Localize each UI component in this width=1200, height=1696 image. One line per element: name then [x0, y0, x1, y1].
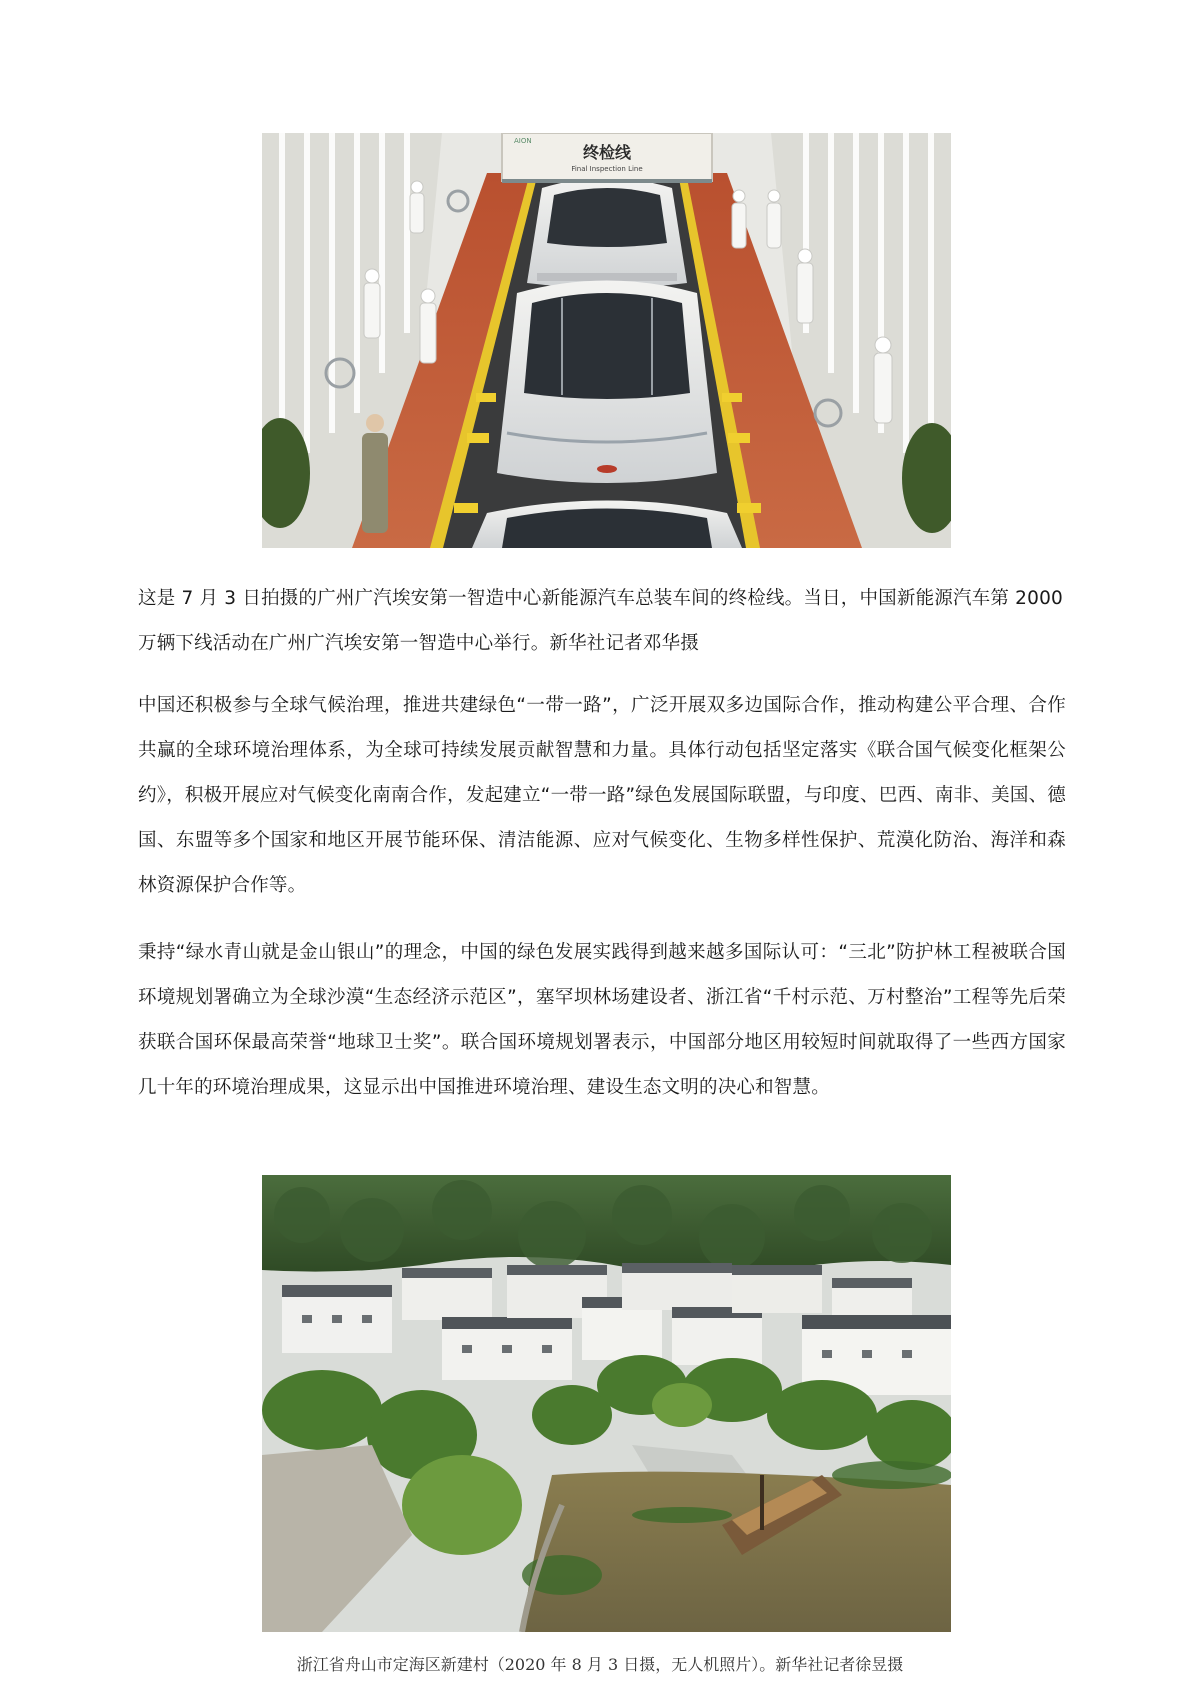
sign-logo: AION [514, 137, 532, 145]
factory-photo-caption: 这是 7 月 3 日拍摄的广州广汽埃安第一智造中心新能源汽车总装车间的终检线。当日，中国新能源汽车第 2000 万辆下线活动在广州广汽埃安第一智造中心举行。新华社记者邓华摄 [138, 588, 1064, 654]
factory-inspection-line-photo [262, 133, 951, 548]
paragraph-climate-governance: 中国还积极参与全球气候治理，推进共建绿色“一带一路”，广泛开展双多边国际合作，推动构建公平合理、合作共赢的全球环境治理体系，为全球可持续发展贡献智慧和力量。具体行动包括坚定落实《联合国气候变化框架公约》，积极开展应对气候变化南南合作，发起建立“一带一路”绿色发展国际联盟，与印度、巴西、南非、美国、德国、东盟等多个国家和地区开展节能环保、清洁能源、应对气候变化、生物多样性保护、荒漠化防治、海洋和森林资源保护合作等。 [138, 695, 1066, 896]
village-aerial-photo [262, 1175, 951, 1632]
sign-main-text: 终检线 [582, 143, 632, 162]
sign-sub-text: Final Inspection Line [571, 165, 643, 173]
village-photo-caption: 浙江省舟山市定海区新建村（2020 年 8 月 3 日摄，无人机照片）。新华社记者徐昱摄 [296, 1655, 904, 1674]
paragraph-green-development: 秉持“绿水青山就是金山银山”的理念，中国的绿色发展实践得到越来越多国际认可：“三北”防护林工程被联合国环境规划署确立为全球沙漠“生态经济示范区”，塞罕坝林场建设者、浙江省“千村示范、万村整治”工程等先后荣获联合国环保最高荣誉“地球卫士奖”。联合国环境规划署表示，中国部分地区用较短时间就取得了一些西方国家几十年的环境治理成果，这显示出中国推进环境治理、建设生态文明的决心和智慧。 [138, 942, 1066, 1098]
